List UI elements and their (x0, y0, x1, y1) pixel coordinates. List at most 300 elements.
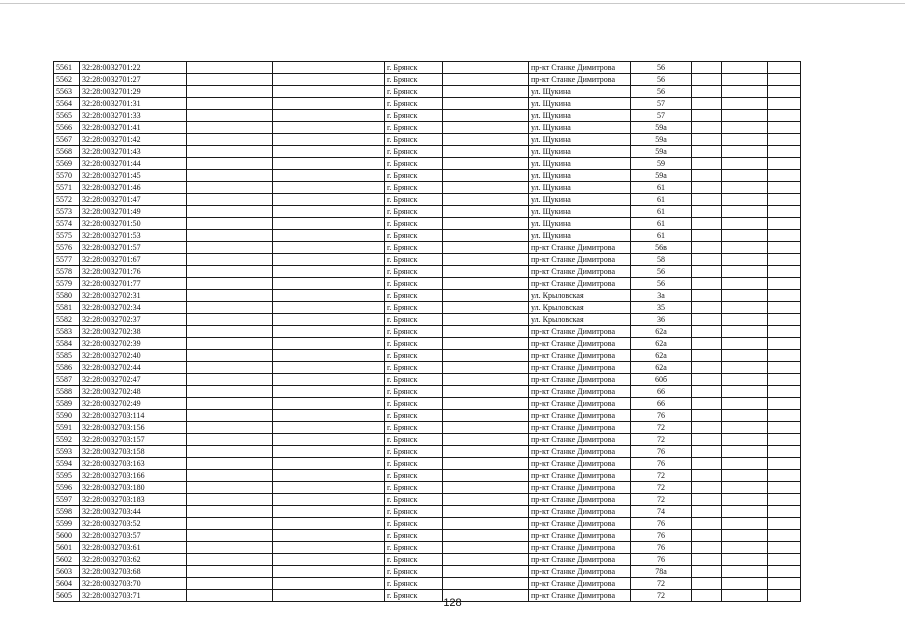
empty-cell (722, 62, 768, 74)
empty-cell (692, 242, 722, 254)
empty-cell (768, 374, 801, 386)
empty-cell (273, 314, 385, 326)
row-number: 5596 (54, 482, 80, 494)
city-name: г. Брянск (385, 530, 443, 542)
empty-cell (768, 278, 801, 290)
cadastral-number: 32:28:0032702:31 (80, 290, 187, 302)
city-name: г. Брянск (385, 338, 443, 350)
empty-cell (692, 218, 722, 230)
empty-cell (443, 338, 529, 350)
empty-cell (187, 410, 273, 422)
table-row (54, 494, 801, 506)
house-number: 56в (631, 242, 692, 254)
row-number: 5589 (54, 398, 80, 410)
empty-cell (273, 182, 385, 194)
empty-cell (692, 278, 722, 290)
empty-cell (187, 110, 273, 122)
empty-cell (273, 254, 385, 266)
empty-cell (722, 206, 768, 218)
table-row (54, 194, 801, 206)
row-number: 5578 (54, 266, 80, 278)
row-number: 5604 (54, 578, 80, 590)
empty-cell (187, 254, 273, 266)
cadastral-number: 32:28:0032703:71 (80, 590, 187, 602)
table-row (54, 542, 801, 554)
city-name: г. Брянск (385, 566, 443, 578)
street-name: пр-кт Станке Димитрова (529, 74, 631, 86)
empty-cell (692, 158, 722, 170)
city-name: г. Брянск (385, 146, 443, 158)
empty-cell (692, 386, 722, 398)
row-number: 5593 (54, 446, 80, 458)
street-name: пр-кт Станке Димитрова (529, 458, 631, 470)
table-row (54, 110, 801, 122)
empty-cell (443, 194, 529, 206)
street-name: пр-кт Станке Димитрова (529, 350, 631, 362)
empty-cell (273, 398, 385, 410)
empty-cell (443, 350, 529, 362)
empty-cell (768, 482, 801, 494)
empty-cell (768, 470, 801, 482)
table-row (54, 422, 801, 434)
table-row (54, 446, 801, 458)
empty-cell (187, 86, 273, 98)
cadastral-number: 32:28:0032701:33 (80, 110, 187, 122)
empty-cell (692, 290, 722, 302)
cadastral-number: 32:28:0032701:50 (80, 218, 187, 230)
row-number: 5568 (54, 146, 80, 158)
empty-cell (273, 374, 385, 386)
empty-cell (187, 386, 273, 398)
cadastral-number: 32:28:0032703:158 (80, 446, 187, 458)
house-number: 72 (631, 434, 692, 446)
empty-cell (722, 134, 768, 146)
table-row (54, 230, 801, 242)
table-row (54, 518, 801, 530)
empty-cell (722, 350, 768, 362)
empty-cell (692, 554, 722, 566)
empty-cell (722, 566, 768, 578)
empty-cell (187, 350, 273, 362)
empty-cell (187, 98, 273, 110)
city-name: г. Брянск (385, 386, 443, 398)
cadastral-number: 32:28:0032703:166 (80, 470, 187, 482)
house-number: 35 (631, 302, 692, 314)
empty-cell (273, 74, 385, 86)
table-row (54, 278, 801, 290)
city-name: г. Брянск (385, 206, 443, 218)
row-number: 5573 (54, 206, 80, 218)
cadastral-number: 32:28:0032702:39 (80, 338, 187, 350)
empty-cell (443, 158, 529, 170)
street-name: пр-кт Станке Димитрова (529, 254, 631, 266)
cadastral-number: 32:28:0032703:114 (80, 410, 187, 422)
empty-cell (692, 62, 722, 74)
cadastral-number: 32:28:0032701:67 (80, 254, 187, 266)
empty-cell (187, 506, 273, 518)
empty-cell (722, 158, 768, 170)
row-number: 5564 (54, 98, 80, 110)
empty-cell (273, 110, 385, 122)
city-name: г. Брянск (385, 230, 443, 242)
row-number: 5579 (54, 278, 80, 290)
empty-cell (768, 350, 801, 362)
empty-cell (768, 554, 801, 566)
house-number: 61 (631, 182, 692, 194)
cadastral-number: 32:28:0032701:76 (80, 266, 187, 278)
empty-cell (722, 398, 768, 410)
table-row (54, 206, 801, 218)
house-number: 72 (631, 470, 692, 482)
cadastral-number: 32:28:0032701:47 (80, 194, 187, 206)
table-row (54, 218, 801, 230)
cadastral-number: 32:28:0032703:70 (80, 578, 187, 590)
street-name: пр-кт Станке Димитрова (529, 542, 631, 554)
house-number: 74 (631, 506, 692, 518)
cadastral-number: 32:28:0032703:61 (80, 542, 187, 554)
empty-cell (722, 458, 768, 470)
empty-cell (722, 86, 768, 98)
table-row (54, 158, 801, 170)
empty-cell (443, 62, 529, 74)
empty-cell (443, 374, 529, 386)
empty-cell (273, 386, 385, 398)
empty-cell (692, 506, 722, 518)
table-row (54, 182, 801, 194)
city-name: г. Брянск (385, 434, 443, 446)
table-row (54, 554, 801, 566)
cadastral-number: 32:28:0032701:45 (80, 170, 187, 182)
row-number: 5577 (54, 254, 80, 266)
street-name: пр-кт Станке Димитрова (529, 554, 631, 566)
table-row (54, 74, 801, 86)
city-name: г. Брянск (385, 506, 443, 518)
table-row (54, 326, 801, 338)
empty-cell (692, 170, 722, 182)
house-number: 59а (631, 134, 692, 146)
street-name: ул. Щукина (529, 206, 631, 218)
empty-cell (722, 74, 768, 86)
empty-cell (273, 62, 385, 74)
street-name: ул. Щукина (529, 170, 631, 182)
empty-cell (722, 326, 768, 338)
cadastral-number: 32:28:0032701:77 (80, 278, 187, 290)
empty-cell (273, 458, 385, 470)
empty-cell (768, 302, 801, 314)
empty-cell (722, 530, 768, 542)
empty-cell (443, 98, 529, 110)
empty-cell (443, 470, 529, 482)
empty-cell (443, 422, 529, 434)
empty-cell (692, 458, 722, 470)
street-name: пр-кт Станке Димитрова (529, 506, 631, 518)
empty-cell (768, 62, 801, 74)
row-number: 5586 (54, 362, 80, 374)
row-number: 5569 (54, 158, 80, 170)
city-name: г. Брянск (385, 122, 443, 134)
empty-cell (692, 566, 722, 578)
cadastral-number: 32:28:0032703:180 (80, 482, 187, 494)
empty-cell (692, 194, 722, 206)
empty-cell (692, 338, 722, 350)
empty-cell (768, 542, 801, 554)
empty-cell (443, 530, 529, 542)
house-number: 62а (631, 350, 692, 362)
empty-cell (692, 494, 722, 506)
empty-cell (768, 86, 801, 98)
street-name: пр-кт Станке Димитрова (529, 434, 631, 446)
empty-cell (273, 362, 385, 374)
row-number: 5591 (54, 422, 80, 434)
empty-cell (768, 566, 801, 578)
empty-cell (187, 158, 273, 170)
row-number: 5582 (54, 314, 80, 326)
empty-cell (692, 482, 722, 494)
empty-cell (273, 566, 385, 578)
empty-cell (187, 326, 273, 338)
empty-cell (273, 170, 385, 182)
empty-cell (722, 362, 768, 374)
empty-cell (692, 578, 722, 590)
empty-cell (692, 446, 722, 458)
empty-cell (692, 98, 722, 110)
cadastral-number: 32:28:0032703:183 (80, 494, 187, 506)
empty-cell (443, 278, 529, 290)
row-number: 5585 (54, 350, 80, 362)
city-name: г. Брянск (385, 494, 443, 506)
empty-cell (768, 290, 801, 302)
empty-cell (443, 74, 529, 86)
empty-cell (443, 230, 529, 242)
cadastral-number: 32:28:0032701:53 (80, 230, 187, 242)
table-row (54, 86, 801, 98)
empty-cell (443, 206, 529, 218)
empty-cell (443, 182, 529, 194)
empty-cell (443, 542, 529, 554)
empty-cell (768, 422, 801, 434)
street-name: пр-кт Станке Димитрова (529, 386, 631, 398)
row-number: 5561 (54, 62, 80, 74)
empty-cell (273, 266, 385, 278)
house-number: 57 (631, 98, 692, 110)
table-row (54, 338, 801, 350)
city-name: г. Брянск (385, 218, 443, 230)
house-number: 66 (631, 398, 692, 410)
row-number: 5584 (54, 338, 80, 350)
empty-cell (722, 422, 768, 434)
page-number: 128 (443, 597, 462, 609)
street-name: пр-кт Станке Димитрова (529, 62, 631, 74)
city-name: г. Брянск (385, 374, 443, 386)
house-number: 61 (631, 218, 692, 230)
table-row (54, 98, 801, 110)
cadastral-number: 32:28:0032701:31 (80, 98, 187, 110)
empty-cell (443, 254, 529, 266)
city-name: г. Брянск (385, 362, 443, 374)
house-number: 62а (631, 362, 692, 374)
empty-cell (722, 434, 768, 446)
empty-cell (692, 206, 722, 218)
empty-cell (273, 422, 385, 434)
empty-cell (692, 518, 722, 530)
register-sheet (53, 61, 801, 602)
empty-cell (692, 254, 722, 266)
empty-cell (187, 362, 273, 374)
table-row (54, 302, 801, 314)
empty-cell (768, 146, 801, 158)
street-name: ул. Крыловская (529, 302, 631, 314)
empty-cell (187, 446, 273, 458)
empty-cell (692, 470, 722, 482)
street-name: ул. Щукина (529, 134, 631, 146)
empty-cell (273, 206, 385, 218)
empty-cell (768, 158, 801, 170)
empty-cell (273, 482, 385, 494)
cadastral-number: 32:28:0032701:41 (80, 122, 187, 134)
empty-cell (768, 134, 801, 146)
house-number: 36 (631, 314, 692, 326)
empty-cell (722, 410, 768, 422)
empty-cell (722, 122, 768, 134)
empty-cell (768, 458, 801, 470)
street-name: пр-кт Станке Димитрова (529, 482, 631, 494)
empty-cell (273, 410, 385, 422)
table-row (54, 290, 801, 302)
cadastral-number: 32:28:0032702:49 (80, 398, 187, 410)
scan-top-edge (0, 3, 905, 4)
cadastral-number: 32:28:0032703:44 (80, 506, 187, 518)
street-name: пр-кт Станке Димитрова (529, 326, 631, 338)
empty-cell (187, 302, 273, 314)
empty-cell (722, 470, 768, 482)
empty-cell (187, 266, 273, 278)
empty-cell (443, 410, 529, 422)
empty-cell (273, 470, 385, 482)
empty-cell (722, 446, 768, 458)
house-number: 56 (631, 62, 692, 74)
empty-cell (768, 170, 801, 182)
table-row (54, 530, 801, 542)
table-row (54, 350, 801, 362)
row-number: 5580 (54, 290, 80, 302)
house-number: 62а (631, 338, 692, 350)
empty-cell (187, 230, 273, 242)
empty-cell (722, 278, 768, 290)
row-number: 5563 (54, 86, 80, 98)
street-name: пр-кт Станке Димитрова (529, 518, 631, 530)
house-number: 72 (631, 578, 692, 590)
table-row (54, 398, 801, 410)
empty-cell (722, 170, 768, 182)
empty-cell (443, 554, 529, 566)
city-name: г. Брянск (385, 398, 443, 410)
row-number: 5570 (54, 170, 80, 182)
empty-cell (187, 470, 273, 482)
empty-cell (443, 434, 529, 446)
row-number: 5575 (54, 230, 80, 242)
city-name: г. Брянск (385, 302, 443, 314)
house-number: 61 (631, 230, 692, 242)
empty-cell (187, 290, 273, 302)
empty-cell (187, 122, 273, 134)
empty-cell (273, 146, 385, 158)
table-row (54, 146, 801, 158)
empty-cell (443, 482, 529, 494)
street-name: пр-кт Станке Димитрова (529, 398, 631, 410)
city-name: г. Брянск (385, 290, 443, 302)
empty-cell (722, 482, 768, 494)
house-number: 56 (631, 266, 692, 278)
empty-cell (722, 518, 768, 530)
empty-cell (768, 362, 801, 374)
empty-cell (187, 74, 273, 86)
empty-cell (443, 518, 529, 530)
empty-cell (722, 290, 768, 302)
empty-cell (187, 194, 273, 206)
empty-cell (443, 302, 529, 314)
cadastral-number: 32:28:0032702:34 (80, 302, 187, 314)
empty-cell (187, 218, 273, 230)
cadastral-number: 32:28:0032701:46 (80, 182, 187, 194)
empty-cell (692, 74, 722, 86)
cadastral-number: 32:28:0032703:57 (80, 530, 187, 542)
house-number: 59а (631, 170, 692, 182)
empty-cell (692, 122, 722, 134)
house-number: 76 (631, 554, 692, 566)
street-name: пр-кт Станке Димитрова (529, 266, 631, 278)
empty-cell (768, 518, 801, 530)
empty-cell (692, 314, 722, 326)
city-name: г. Брянск (385, 278, 443, 290)
empty-cell (443, 290, 529, 302)
empty-cell (273, 194, 385, 206)
row-number: 5572 (54, 194, 80, 206)
empty-cell (273, 122, 385, 134)
city-name: г. Брянск (385, 110, 443, 122)
street-name: ул. Щукина (529, 230, 631, 242)
cadastral-number: 32:28:0032703:68 (80, 566, 187, 578)
cadastral-number: 32:28:0032701:22 (80, 62, 187, 74)
city-name: г. Брянск (385, 326, 443, 338)
street-name: ул. Щукина (529, 218, 631, 230)
empty-cell (722, 242, 768, 254)
empty-cell (443, 314, 529, 326)
empty-cell (692, 542, 722, 554)
empty-cell (692, 326, 722, 338)
empty-cell (443, 110, 529, 122)
cadastral-number: 32:28:0032703:156 (80, 422, 187, 434)
table-row (54, 122, 801, 134)
empty-cell (187, 458, 273, 470)
city-name: г. Брянск (385, 86, 443, 98)
empty-cell (273, 86, 385, 98)
empty-cell (768, 74, 801, 86)
house-number: 72 (631, 590, 692, 602)
street-name: ул. Щукина (529, 98, 631, 110)
street-name: пр-кт Станке Димитрова (529, 362, 631, 374)
row-number: 5598 (54, 506, 80, 518)
empty-cell (692, 182, 722, 194)
cadastral-number: 32:28:0032701:44 (80, 158, 187, 170)
cadastral-number: 32:28:0032701:43 (80, 146, 187, 158)
empty-cell (273, 554, 385, 566)
row-number: 5567 (54, 134, 80, 146)
empty-cell (768, 206, 801, 218)
table-row (54, 566, 801, 578)
street-name: ул. Щукина (529, 122, 631, 134)
empty-cell (722, 578, 768, 590)
table-row (54, 266, 801, 278)
